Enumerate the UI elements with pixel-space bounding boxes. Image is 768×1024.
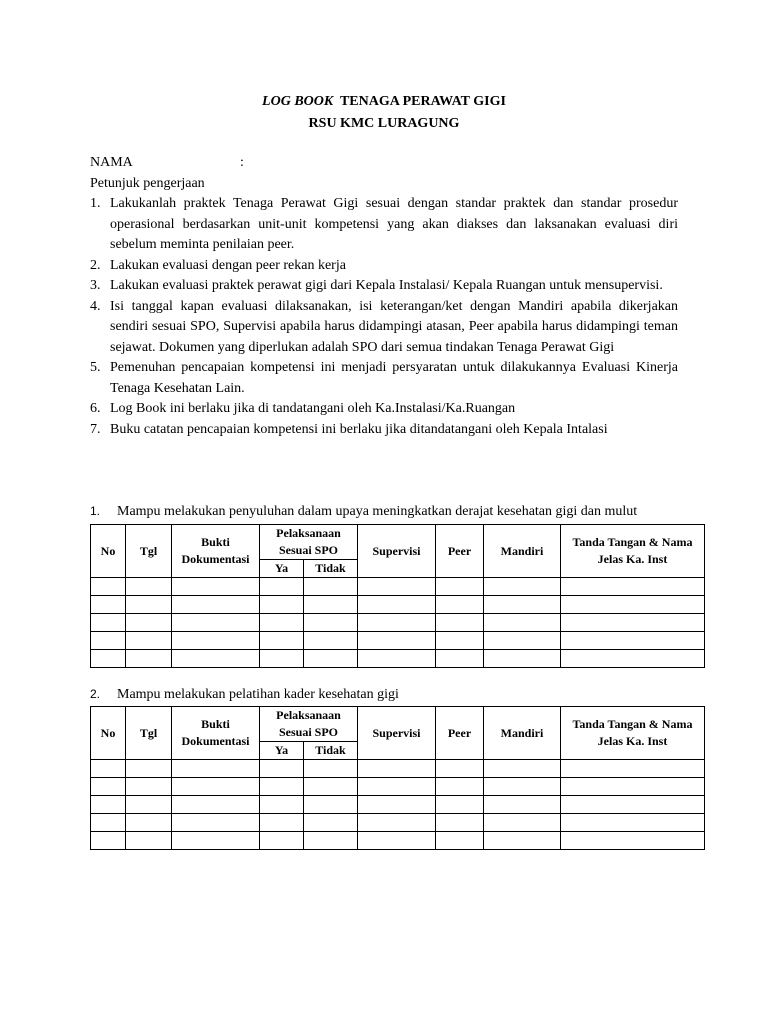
col-ttd-line2: Jelas Ka. Inst <box>597 734 668 748</box>
cell-ttd[interactable] <box>561 796 705 814</box>
col-ttd-line2: Jelas Ka. Inst <box>597 552 668 566</box>
cell-tidak[interactable] <box>304 796 358 814</box>
cell-peer[interactable] <box>436 650 484 668</box>
cell-bukti[interactable] <box>172 578 260 596</box>
cell-bukti[interactable] <box>172 832 260 850</box>
cell-ya[interactable] <box>260 650 304 668</box>
instruction-number: 2. <box>90 257 101 273</box>
document-subtitle: RSU KMC LURAGUNG <box>308 116 460 131</box>
table-row <box>91 632 705 650</box>
log-table-2 <box>90 706 705 850</box>
cell-tgl[interactable] <box>126 650 172 668</box>
section-number: 1. <box>90 504 101 518</box>
instruction-item <box>90 256 678 277</box>
cell-supervisi[interactable] <box>358 578 436 596</box>
col-bukti-line1: Bukti <box>201 717 230 731</box>
cell-supervisi[interactable] <box>358 650 436 668</box>
cell-peer[interactable] <box>436 614 484 632</box>
cell-ya[interactable] <box>260 796 304 814</box>
cell-bukti[interactable] <box>172 778 260 796</box>
col-tidak: Tidak <box>304 560 358 578</box>
col-ttd <box>561 525 705 578</box>
cell-mandiri[interactable] <box>484 614 561 632</box>
section-number: 2. <box>90 687 101 701</box>
cell-tgl[interactable] <box>126 832 172 850</box>
cell-supervisi[interactable] <box>358 778 436 796</box>
col-ttd-line1: Tanda Tangan & Nama <box>572 535 693 549</box>
cell-tgl[interactable] <box>126 632 172 650</box>
cell-tidak[interactable] <box>304 778 358 796</box>
cell-peer[interactable] <box>436 596 484 614</box>
instruction-number: 7. <box>90 421 101 437</box>
cell-ya[interactable] <box>260 778 304 796</box>
cell-ttd[interactable] <box>561 578 705 596</box>
cell-tidak[interactable] <box>304 814 358 832</box>
instruction-item <box>90 297 678 359</box>
instruction-item <box>90 420 678 441</box>
cell-supervisi[interactable] <box>358 760 436 778</box>
table-row <box>91 650 705 668</box>
cell-mandiri[interactable] <box>484 796 561 814</box>
instructions-list <box>90 194 678 440</box>
instruction-text: Lakukan evaluasi praktek perawat gigi dari Kepala Instalasi/ Kepala Ruangan untuk mensupervisi. <box>110 278 663 293</box>
cell-peer[interactable] <box>436 578 484 596</box>
cell-mandiri[interactable] <box>484 814 561 832</box>
cell-ttd[interactable] <box>561 778 705 796</box>
col-pelaksanaan <box>260 525 358 560</box>
cell-mandiri[interactable] <box>484 596 561 614</box>
cell-peer[interactable] <box>436 832 484 850</box>
cell-tidak[interactable] <box>304 832 358 850</box>
cell-ttd[interactable] <box>561 632 705 650</box>
col-pelaksanaan-line2: Sesuai SPO <box>278 725 338 739</box>
cell-tidak[interactable] <box>304 578 358 596</box>
cell-no[interactable] <box>91 596 126 614</box>
instruction-item <box>90 276 678 297</box>
instruction-number: 1. <box>90 196 101 211</box>
col-pelaksanaan-line1: Pelaksanaan <box>276 708 341 722</box>
instruction-item <box>90 194 678 256</box>
col-mandiri: Mandiri <box>484 707 561 760</box>
instructions-heading: Petunjuk pengerjaan <box>90 176 205 191</box>
cell-ya[interactable] <box>260 596 304 614</box>
cell-no[interactable] <box>91 632 126 650</box>
cell-no[interactable] <box>91 814 126 832</box>
col-supervisi: Supervisi <box>358 707 436 760</box>
title-italic: LOG BOOK <box>262 94 334 109</box>
instruction-text: Buku catatan pencapaian kompetensi ini berlaku jika ditandatangani oleh Kepala Intalasi <box>110 421 608 437</box>
cell-tgl[interactable] <box>126 614 172 632</box>
col-bukti <box>172 525 260 578</box>
col-bukti-line2: Dokumentasi <box>181 734 250 748</box>
cell-supervisi[interactable] <box>358 814 436 832</box>
cell-peer[interactable] <box>436 796 484 814</box>
cell-ya[interactable] <box>260 760 304 778</box>
col-ya: Ya <box>260 742 304 760</box>
cell-tidak[interactable] <box>304 614 358 632</box>
cell-no[interactable] <box>91 778 126 796</box>
cell-tgl[interactable] <box>126 778 172 796</box>
cell-peer[interactable] <box>436 760 484 778</box>
instruction-text: Lakukanlah praktek Tenaga Perawat Gigi sesuai dengan standar praktek dan standar prosedur operasional berdasarkan unit-unit kompetensi yang akan diakses dan laksanakan evaluasi diri sebelum meminta penilaian peer. <box>110 196 678 252</box>
instruction-number: 4. <box>90 298 101 314</box>
cell-supervisi[interactable] <box>358 596 436 614</box>
col-ttd-line1: Tanda Tangan & Nama <box>572 717 693 731</box>
cell-bukti[interactable] <box>172 814 260 832</box>
cell-ya[interactable] <box>260 832 304 850</box>
cell-peer[interactable] <box>436 632 484 650</box>
cell-tgl[interactable] <box>126 760 172 778</box>
col-tidak: Tidak <box>304 742 358 760</box>
instruction-number: 6. <box>90 401 101 416</box>
nama-field <box>90 155 244 171</box>
instruction-text: Isi tanggal kapan evaluasi dilaksanakan, isi keterangan/ket dengan Mandiri apabila dikerjakan sendiri sesuai SPO, Supervisi apabila harus didampingi atasan, Peer apabila harus didampingi teman sejawat. Dokumen yang diperlukan adalah SPO dari semua tindakan Tenaga Perawat Gigi <box>110 298 678 355</box>
cell-peer[interactable] <box>436 814 484 832</box>
col-mandiri: Mandiri <box>484 525 561 578</box>
cell-ya[interactable] <box>260 614 304 632</box>
table-row <box>91 832 705 850</box>
col-tgl: Tgl <box>126 707 172 760</box>
table-row <box>91 578 705 596</box>
cell-supervisi[interactable] <box>358 614 436 632</box>
cell-mandiri[interactable] <box>484 778 561 796</box>
table-row <box>91 796 705 814</box>
col-no: No <box>91 525 126 578</box>
section-title-text: Mampu melakukan pelatihan kader kesehatan gigi <box>117 687 399 702</box>
instruction-item <box>90 399 678 420</box>
instruction-text: Pemenuhan pencapaian kompetensi ini menjadi persyaratan untuk dilakukannya Evaluasi Kinerja Tenaga Kesehatan Lain. <box>110 360 678 396</box>
table-row <box>91 614 705 632</box>
cell-ttd[interactable] <box>561 596 705 614</box>
cell-bukti[interactable] <box>172 796 260 814</box>
table-row <box>91 814 705 832</box>
cell-ttd[interactable] <box>561 832 705 850</box>
cell-no[interactable] <box>91 796 126 814</box>
table-header-row <box>91 525 705 560</box>
cell-bukti[interactable] <box>172 614 260 632</box>
cell-tidak[interactable] <box>304 596 358 614</box>
title-rest: TENAGA PERAWAT GIGI <box>339 94 506 109</box>
cell-supervisi[interactable] <box>358 832 436 850</box>
cell-ttd[interactable] <box>561 814 705 832</box>
cell-ttd[interactable] <box>561 650 705 668</box>
cell-tgl[interactable] <box>126 814 172 832</box>
col-peer: Peer <box>436 525 484 578</box>
cell-mandiri[interactable] <box>484 760 561 778</box>
table-row <box>91 760 705 778</box>
cell-tgl[interactable] <box>126 796 172 814</box>
instruction-number: 3. <box>90 278 101 293</box>
col-ya: Ya <box>260 560 304 578</box>
section-title-text: Mampu melakukan penyuluhan dalam upaya meningkatkan derajat kesehatan gigi dan mulut <box>117 504 638 519</box>
cell-tidak[interactable] <box>304 760 358 778</box>
cell-tgl[interactable] <box>126 596 172 614</box>
document-title <box>0 94 768 110</box>
col-no: No <box>91 707 126 760</box>
cell-ttd[interactable] <box>561 760 705 778</box>
cell-no[interactable] <box>91 832 126 850</box>
instruction-text: Log Book ini berlaku jika di tandatangani oleh Ka.Instalasi/Ka.Ruangan <box>110 401 516 416</box>
cell-tidak[interactable] <box>304 632 358 650</box>
cell-no[interactable] <box>91 760 126 778</box>
col-bukti-line2: Dokumentasi <box>181 552 250 566</box>
col-pelaksanaan <box>260 707 358 742</box>
cell-supervisi[interactable] <box>358 632 436 650</box>
cell-supervisi[interactable] <box>358 796 436 814</box>
cell-mandiri[interactable] <box>484 578 561 596</box>
col-bukti-line1: Bukti <box>201 535 230 549</box>
instruction-item <box>90 358 678 399</box>
cell-no[interactable] <box>91 578 126 596</box>
cell-ya[interactable] <box>260 578 304 596</box>
section-2-title <box>90 687 399 703</box>
col-ttd <box>561 707 705 760</box>
cell-mandiri[interactable] <box>484 650 561 668</box>
cell-bukti[interactable] <box>172 596 260 614</box>
cell-ya[interactable] <box>260 632 304 650</box>
instruction-number: 5. <box>90 360 101 375</box>
table-row <box>91 778 705 796</box>
nama-label: NAMA <box>90 155 133 170</box>
col-peer: Peer <box>436 707 484 760</box>
col-supervisi: Supervisi <box>358 525 436 578</box>
col-tgl: Tgl <box>126 525 172 578</box>
instruction-text: Lakukan evaluasi dengan peer rekan kerja <box>110 257 346 273</box>
cell-mandiri[interactable] <box>484 632 561 650</box>
cell-tgl[interactable] <box>126 578 172 596</box>
table-header-row <box>91 707 705 742</box>
cell-bukti[interactable] <box>172 760 260 778</box>
cell-ttd[interactable] <box>561 614 705 632</box>
cell-ya[interactable] <box>260 814 304 832</box>
cell-bukti[interactable] <box>172 632 260 650</box>
col-bukti <box>172 707 260 760</box>
cell-tidak[interactable] <box>304 650 358 668</box>
col-pelaksanaan-line2: Sesuai SPO <box>278 543 338 557</box>
cell-bukti[interactable] <box>172 650 260 668</box>
table-row <box>91 596 705 614</box>
section-1-title <box>90 504 637 520</box>
col-pelaksanaan-line1: Pelaksanaan <box>276 526 341 540</box>
cell-no[interactable] <box>91 614 126 632</box>
cell-no[interactable] <box>91 650 126 668</box>
cell-mandiri[interactable] <box>484 832 561 850</box>
nama-colon: : <box>240 155 244 170</box>
log-table-1 <box>90 524 705 668</box>
cell-peer[interactable] <box>436 778 484 796</box>
